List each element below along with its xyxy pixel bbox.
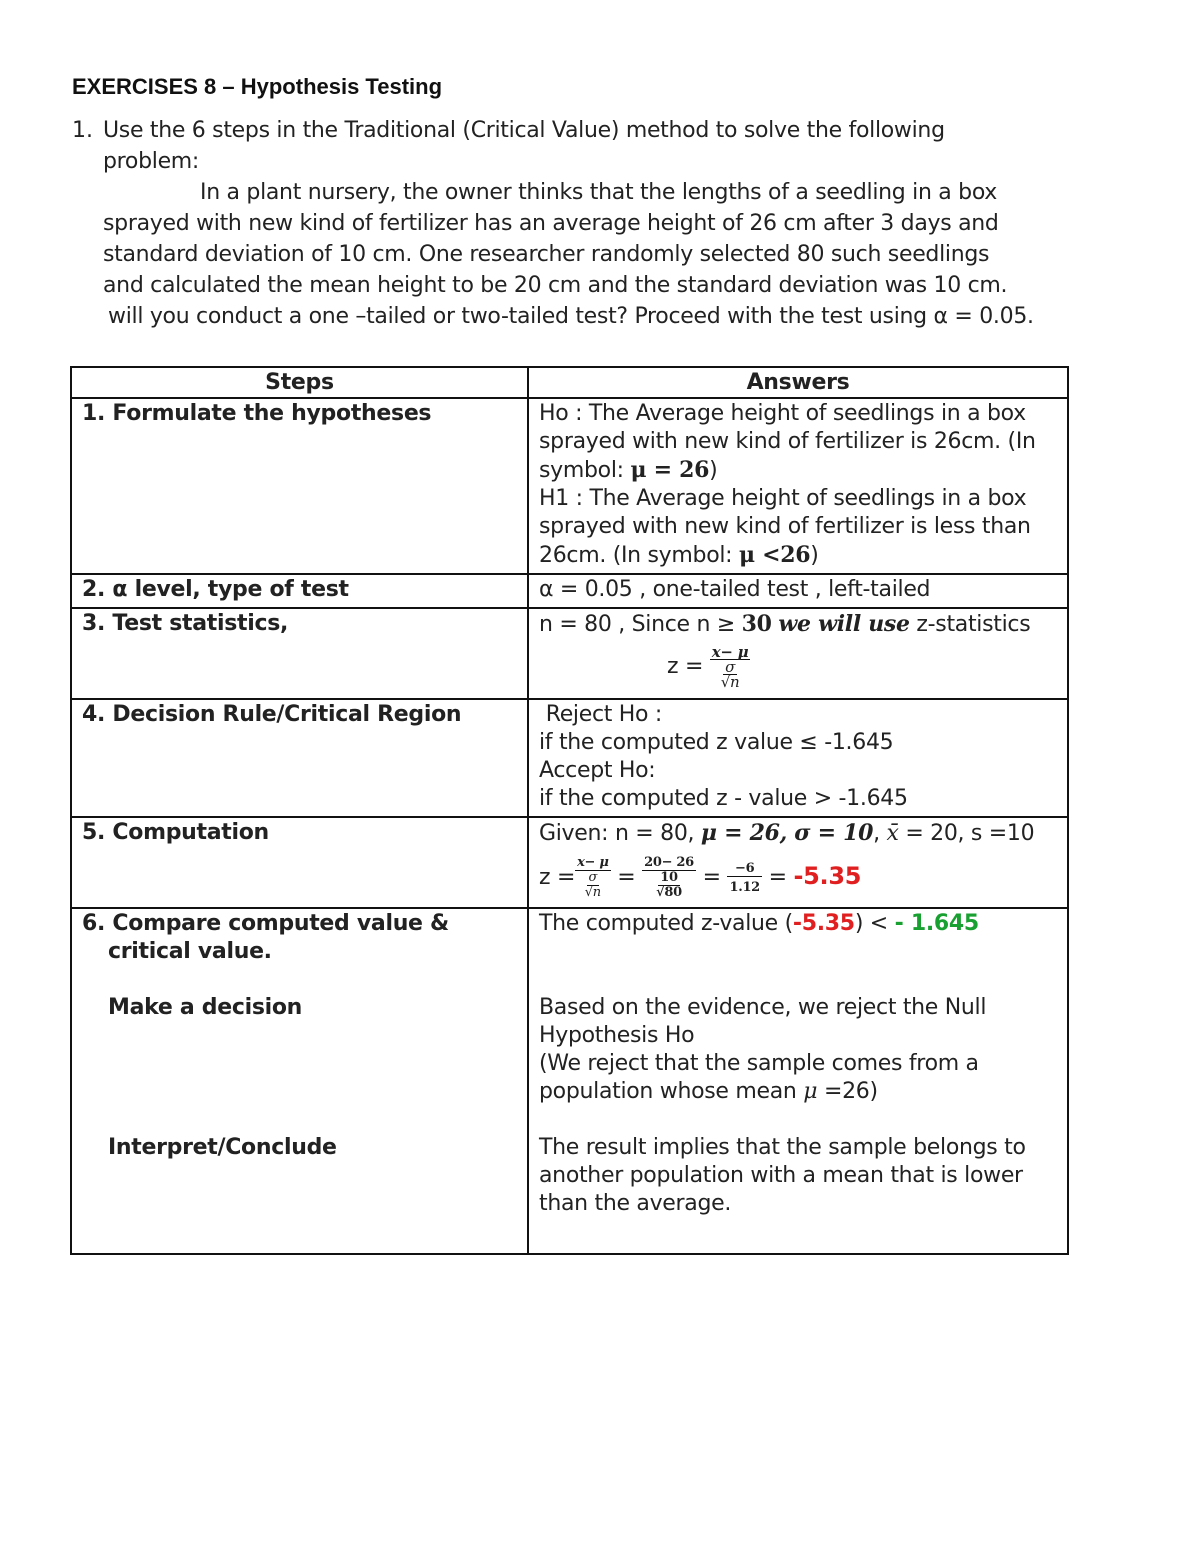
given-sep: ,	[873, 821, 880, 846]
table-row	[71, 574, 1068, 608]
header-answers: Answers	[528, 367, 1068, 398]
accept-rule: if the computed z - value > -1.645	[539, 786, 908, 811]
given-text: Given: n = 80,	[539, 821, 695, 846]
fraction-denominator	[710, 660, 751, 689]
step-label: 5. Computation	[71, 817, 528, 908]
question-line: In a plant nursery, the owner thinks that the lengths of a seedling in a box	[200, 180, 998, 205]
table-row	[71, 699, 1068, 817]
z-label: z =	[539, 865, 576, 890]
fraction-denominator	[575, 871, 610, 900]
test-stat-type: z-statistics	[916, 612, 1031, 637]
step-label-group	[71, 908, 528, 1254]
fraction-root-n: √n	[584, 885, 601, 900]
given-xbar: x̄	[886, 821, 899, 846]
reject-rule: if the computed z value ≤ -1.645	[539, 730, 894, 755]
question-number: 1.	[72, 118, 93, 143]
question-line: sprayed with new kind of fertilizer has an average height of 26 cm after 3 days and	[103, 211, 999, 236]
computed-z-value: -5.35	[793, 862, 862, 890]
fraction-numerator: x− μ	[711, 643, 749, 661]
question-line: standard deviation of 10 cm. One researcher randomly selected 80 such seedlings	[103, 242, 990, 267]
fraction-sigma: σ	[725, 658, 736, 676]
test-stat-text: n = 80 , Since n ≥	[539, 612, 735, 637]
header-steps: Steps	[71, 367, 528, 398]
answer-cell	[528, 817, 1068, 908]
answer-cell	[528, 608, 1068, 699]
answer-cell	[528, 908, 1068, 1254]
answer-cell: α = 0.05 , one-tailed test , left-tailed	[528, 574, 1068, 608]
answer-cell: Ho : The Average height of seedlings in a box sprayed with new kind of fertilizer is 26cm. (In symbol: μ = 26) H1 : The Average height of seedlings in a box sprayed with new kind of fertilizer is less than 26cm. (In symbol: μ <26)	[528, 398, 1068, 574]
equals-sign: =	[702, 865, 721, 890]
decision-detail: (We reject that the sample comes from a population whose mean	[539, 1051, 979, 1104]
table-row	[71, 908, 1068, 1254]
fraction-root-value: √80	[656, 885, 682, 900]
equals-sign: =	[617, 865, 636, 890]
table-header-row	[71, 367, 1068, 398]
test-stat-phrase: we will use	[778, 611, 910, 637]
compare-operator: ) <	[854, 911, 888, 936]
table-row	[71, 817, 1068, 908]
step-make-decision: Make a decision	[108, 995, 303, 1020]
decision-mu: μ	[803, 1079, 818, 1104]
decision-mean: =26)	[823, 1079, 878, 1104]
ho-symbol: μ = 26	[630, 457, 710, 483]
fraction-general	[575, 856, 610, 900]
z-formula	[539, 639, 1057, 695]
z-label: z =	[667, 654, 704, 679]
fraction-numerator: x− μ	[577, 855, 609, 870]
table-row	[71, 608, 1068, 699]
fraction-simplified	[727, 862, 761, 895]
step-label: 1. Formulate the hypotheses	[71, 398, 528, 574]
compare-critical: - 1.645	[894, 911, 979, 936]
ho-text: Ho : The Average height of seedlings in a box sprayed with new kind of fertilizer is 26cm. (In symbol:	[539, 401, 1036, 483]
z-fraction	[710, 645, 751, 689]
question-line: Use the 6 steps in the Traditional (Critical Value) method to solve the following	[103, 118, 945, 143]
fraction-numerator: 20− 26	[644, 855, 694, 870]
question-line: problem:	[103, 149, 200, 174]
conclusion-text: The result implies that the sample belongs to another population with a mean that is lower than the average.	[539, 1135, 1026, 1216]
step-label: 3. Test statistics,	[71, 608, 528, 699]
step-label-cont: critical value.	[108, 939, 272, 964]
step-label: 2. α level, type of test	[71, 574, 528, 608]
answer-cell	[528, 699, 1068, 817]
compare-text: The computed z-value (	[539, 911, 793, 936]
reject-label: Reject Ho :	[545, 702, 663, 727]
h1-symbol: μ <26	[738, 542, 811, 568]
fraction-denominator	[642, 871, 696, 900]
fraction-root-n: √n	[720, 673, 740, 691]
computation-formula	[539, 848, 1057, 904]
test-stat-threshold: 30	[741, 611, 772, 637]
step-interpret: Interpret/Conclude	[108, 1135, 337, 1160]
question-line: and calculated the mean height to be 20 cm and the standard deviation was 10 cm.	[103, 273, 1008, 298]
given-params: μ = 26, σ = 10	[700, 820, 874, 846]
accept-label: Accept Ho:	[539, 758, 656, 783]
question-line: will you conduct a one –tailed or two-tailed test? Proceed with the test using α = 0.05.	[108, 304, 1034, 329]
equals-sign: =	[768, 865, 787, 890]
page-title: EXERCISES 8 – Hypothesis Testing	[72, 74, 443, 99]
table-row	[71, 398, 1068, 574]
compare-computed: -5.35	[792, 911, 855, 936]
fraction-numerator: −6	[727, 862, 761, 877]
step-label: 4. Decision Rule/Critical Region	[71, 699, 528, 817]
hypothesis-steps-table	[70, 366, 1069, 1255]
h1-text: H1 : The Average height of seedlings in a box sprayed with new kind of fertilizer is less than 26cm. (In symbol:	[539, 486, 1031, 568]
fraction-sigma-value: 10	[660, 870, 678, 885]
decision-text: Based on the evidence, we reject the Null Hypothesis Ho	[539, 995, 987, 1048]
given-rest: = 20, s =10	[905, 821, 1035, 846]
fraction-sigma: σ	[588, 870, 598, 885]
step-label: 6. Compare computed value &	[82, 911, 449, 936]
fraction-denominator: 1.12	[729, 879, 760, 895]
fraction-substituted	[642, 856, 696, 900]
